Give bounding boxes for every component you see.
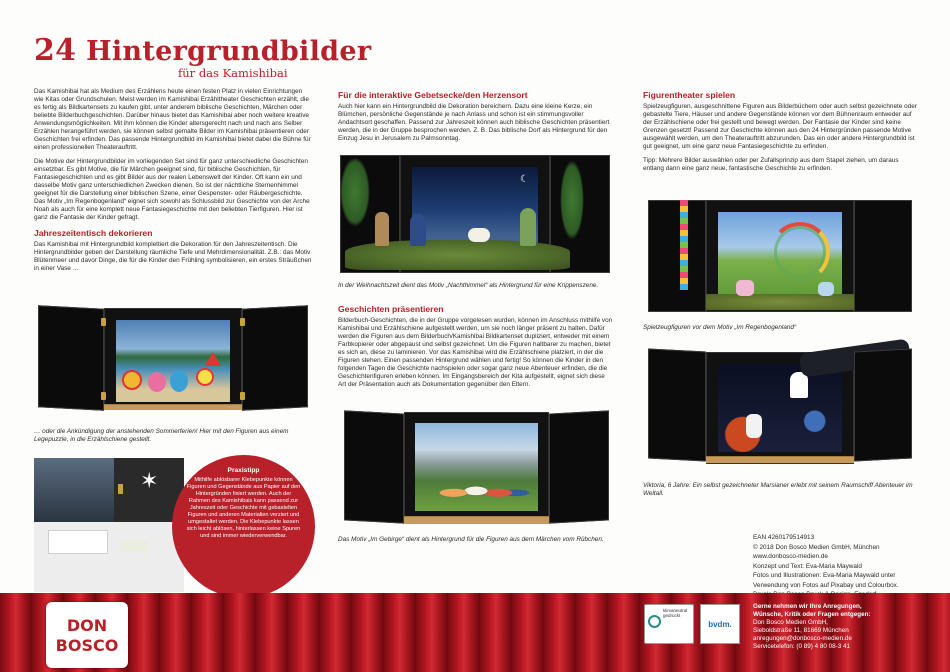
kamishibai-wing-left xyxy=(38,305,104,410)
fir-branch xyxy=(340,157,370,227)
caption-regenbogenland: Spielzeugfiguren vor dem Motiv „Im Regenbogenland“ xyxy=(643,324,797,331)
erzaehlschiene xyxy=(404,516,549,524)
kamishibai-wing-right xyxy=(854,348,912,461)
column-2b xyxy=(338,302,613,395)
heading-jahreszeitentisch: Jahreszeitentisch dekorieren xyxy=(34,228,153,238)
kamishibai-wing-left xyxy=(648,348,706,461)
imprint xyxy=(753,533,943,600)
caption-viktoria: Viktoria, 6 Jahre: Ein selbst gezeichneter Marsianer erlebt mit seinem Raumschiff Abenteuer im Weltall. xyxy=(643,482,913,497)
flower-garland xyxy=(680,200,688,290)
moss-ground xyxy=(706,294,854,310)
caption-nachthimmel: In der Weihnachtszeit dient das Motiv „Nachthimmel“ als Hintergrund für eine Krippenszene. xyxy=(338,282,599,289)
pony-figure xyxy=(818,282,834,296)
leaf-icon xyxy=(648,615,661,628)
contact-line: Wünsche, Kritik oder Fragen entgegen: xyxy=(753,611,871,618)
rübchen-figures xyxy=(420,470,532,508)
hinge xyxy=(101,318,106,326)
praxistipp-circle xyxy=(172,455,315,598)
hirte-figure xyxy=(520,208,536,246)
column-1 xyxy=(34,88,312,279)
child-figure xyxy=(148,372,166,392)
maria-figure xyxy=(410,214,426,246)
motive-paragraph: Die Motive der Hintergrundbilder im vorliegenden Set sind für ganz unterschiedliche Geschichten einsetzbar. Es gibt Motive, die für Märchen geeignet sind, für biblische Geschichten, für Fantasiegeschichten und es gibt Bilder aus der realen Lebenswelt der Kinder. Oft kann ein und dasselbe Motiv ganz unterschiedlichen Zwecken dienen. So ist der nächtliche Sternenhimmel geeignet für die Darstellung einer biblischen Szene, einer Gespenster- oder Räubergeschichte. Das Motiv „Im Regenbogenland“ eignet sich sowohl als Schlussbild zur Geschichte von der Arche Noah als auch für eine komplett neue Fantasiegeschichte mit den beliebten Tierfiguren. Hier ist ganz die Fantasie der Kinder gefragt. xyxy=(34,158,310,221)
star-icon: ✶ xyxy=(140,468,159,493)
heading-geschichten: Geschichten präsentieren xyxy=(338,304,444,314)
contact-email[interactable]: anregungen@donbosco-medien.de xyxy=(753,635,852,642)
moon-icon: ☾ xyxy=(520,174,529,185)
fir-branch xyxy=(560,160,584,240)
child-figure xyxy=(170,370,188,392)
shepherd-figure xyxy=(375,212,389,246)
imprint-line: EAN 4260179514913 xyxy=(753,534,815,541)
title-text: Hintergrundbilder xyxy=(86,36,372,67)
hinge xyxy=(240,392,245,400)
praxistipp-title: Praxistipp xyxy=(227,467,260,474)
imprint-line: Verwendung von Fotos auf Pixabay und Colourbox. xyxy=(753,581,899,589)
logo-line-2: BOSCO xyxy=(55,636,119,655)
imprint-line: Konzept und Text: Eva-Maria Maywald xyxy=(753,562,862,570)
kamishibai-wing-left xyxy=(648,200,706,312)
klebepunkte-sheet xyxy=(48,530,108,554)
contact-line: Gerne nehmen wir Ihre Anregungen, xyxy=(753,603,862,610)
imprint-line: www.donbosco-medien.de xyxy=(753,553,828,560)
heading-gebetsecke: Für die interaktive Gebetsecke/den Herzensort xyxy=(338,90,528,100)
page-title xyxy=(34,33,371,68)
title-number: 24 xyxy=(34,33,77,68)
imprint-line: © 2018 Don Bosco Medien GmbH, München xyxy=(753,543,880,551)
bvdm-text: bvdm. xyxy=(708,619,732,629)
erzaehlschiene xyxy=(706,456,854,463)
bvdm-badge xyxy=(700,604,740,644)
jahreszeit-paragraph: Das Kamishibai mit Hintergrundbild komplettiert die Dekoration für den Jahreszeitentisch. Die Hintergrundbilder geben der Darstellung räumliche Tiefe und Mehrdimensionalität. Z.B.: das Motiv Blütenmeer und davor Dinge, die für die Kinder den Frühling symbolisieren, ein erstes Sträußchen in einer Vase … xyxy=(34,241,312,272)
contact-line: Sieboldstraße 11, 81669 München xyxy=(753,627,849,634)
gebet-paragraph: Auch hier kann ein Hintergrundbild die Dekoration bereichern. Dazu eine kleine Kerze, ein Blümchen, persönliche Gegenstände je nach Anlass und schon ist ein stimmungsvoller Andachtsort geschaffen. Passend zur Jahreszeit können auch biblische Geschichten präsentiert werden, die in der Gruppe besprochen werden. Z. B. Das biblische Dorf als Hintergrund für den Einzug Jesu in Jerusalem zu Palmsonntag. xyxy=(338,103,610,142)
sheep-figure xyxy=(468,228,490,242)
column-3 xyxy=(643,88,921,179)
hinge xyxy=(240,318,245,326)
page-subtitle: für das Kamishibai xyxy=(178,66,288,80)
intro-paragraph: Das Kamishibai hat als Medium des Erzählens heute einen festen Platz in vielen Einrichtungen wie Kitas oder Grundschulen. Meist werden im Kamishibai Erzähltheater Geschichten erzählt, die es fertig als Bildkartensets zu kaufen gibt, unter anderem biblische Geschichten, Märchen oder beliebte Bilderbuchgeschichten. Darüber hinaus bietet das Kamishibai aber noch weitere kreative Anwendungsmöglichkeiten. Mit ihm können die Kinder altersgerecht nach und nach ans Selber Erzählen herangeführt werden, sie können selbst gemalte Bilder im Kamishibai präsentieren oder Geschichten frei erfinden. Das passende Hintergrundbild im Kamishibai bietet dabei die Bühne für einen professionellen Theaterauftritt. xyxy=(34,88,311,151)
contact-line: Don Bosco Medien GmbH, xyxy=(753,619,828,626)
don-bosco-logo xyxy=(46,602,128,668)
klimaneutral-badge xyxy=(644,604,694,644)
kamishibai-wing-right xyxy=(549,410,609,523)
screen-closeup xyxy=(34,458,114,522)
contact-phone: Servicetelefon: (0 89) 4 80 08-3 41 xyxy=(753,643,850,650)
caption-gebirge: Das Motiv „Im Gebirge“ dient als Hintergrund für die Figuren aus dem Märchen vom Rübchen. xyxy=(338,536,604,543)
erzaehlschiene xyxy=(104,404,242,410)
kamishibai-wing-right xyxy=(242,305,308,410)
badge-text: klimaneutral gedruckt xyxy=(663,608,688,618)
rainbow-arc xyxy=(770,222,830,282)
praes-paragraph: Bilderbuch-Geschichten, die in der Gruppe vorgelesen wurden, können im Anschluss mithilfe von Kamishibai und Erzählschiene aufgestellt werden, um sie noch länger präsent zu halten. Dafür werden die Figuren aus dem Bilderbuch/Kamishibai Bildkartenset dupliziert, entweder mit einem Farbkopierer oder abgepaust und selbst gezeichnet. Um die Figuren haltbarer zu machen, bietet es sich an, diese zu laminieren. Vor das Kamishibai wird die Erzählschiene platziert, in der die Figuren stehen. Einen passenden Hintergrund wählen und fertig! So können die Kinder in den folgenden Tagen die Geschichte nachspielen oder sogar ganz neue Abenteuer erfinden, die die Geschichtenfiguren erleben können. Im Eingangsbereich der Kita aufgestellt, eignet sich diese Art der Präsentation auch als Dokumentation gegenüber den Eltern. xyxy=(338,317,613,388)
heading-figurentheater: Figurentheater spielen xyxy=(643,90,736,100)
ball-figure xyxy=(196,368,214,386)
praxistipp-text: Mithilfe ablösbarer Klebepunkte können Figuren und Gegenstände aus Papier auf den Hintergründen fixiert werden. Auch der Rahmen des Kamishibais kann passend zur Jahreszeit oder Geschichte mit gebastelten Figuren und anderen Materialien verziert und umgestaltet werden. Die Klebepunkte lassen sich leicht ablösen, hinterlassen keine Spuren und sind immer wiederverwendbar. xyxy=(186,477,301,539)
tipp-paragraph: Tipp: Mehrere Bilder auswählen oder per Zufallsprinzip aus dem Stapel ziehen, um daraus entlang dann eine ganz neue, fantastische Geschichte zu erfinden. xyxy=(643,157,899,172)
logo-line-1: DON xyxy=(66,616,108,635)
kamishibai-wing-right xyxy=(854,200,912,312)
paper-figure xyxy=(120,540,148,552)
figuren-paragraph: Spielzeugfiguren, ausgeschnittene Figuren aus Bilderbüchern oder auch selbst gezeichnete oder gebastelte Tiere, Häuser und andere Gegenstände können vor dem Bühnenraum entweder auf der Erzählschiene oder frei gestellt und bewegt werden. Der Fantasie der Kinder sind keine Grenzen gesetzt! Passend zur Geschichte können aus den 24 Hintergründen passende Motive ausgewählt werden, um den Theaterauftritt abzurunden. Das ein oder andere Hintergrundbild ist gut geeignet, um eine ganz neue Fantasiegeschichte zu erfinden. xyxy=(643,103,917,150)
caption-sommerferien: … oder die Ankündigung der anstehenden Sommerferien! Hier mit den Figuren aus einem Legepuzzle, in die Erzählschiene gestellt. xyxy=(34,428,289,443)
kamishibai-wing-left xyxy=(344,410,404,523)
marsianer-figure xyxy=(746,414,762,438)
column-2 xyxy=(338,88,613,149)
contact-block xyxy=(753,603,943,651)
space-background xyxy=(718,364,842,452)
imprint-line: Fotos und Illustrationen: Eva-Maria Maywald unter xyxy=(753,572,896,579)
pony-figure xyxy=(736,280,754,296)
hinge xyxy=(101,392,106,400)
hinge xyxy=(118,484,123,494)
sun-figure xyxy=(122,370,142,390)
sailboat-figure xyxy=(205,352,221,366)
